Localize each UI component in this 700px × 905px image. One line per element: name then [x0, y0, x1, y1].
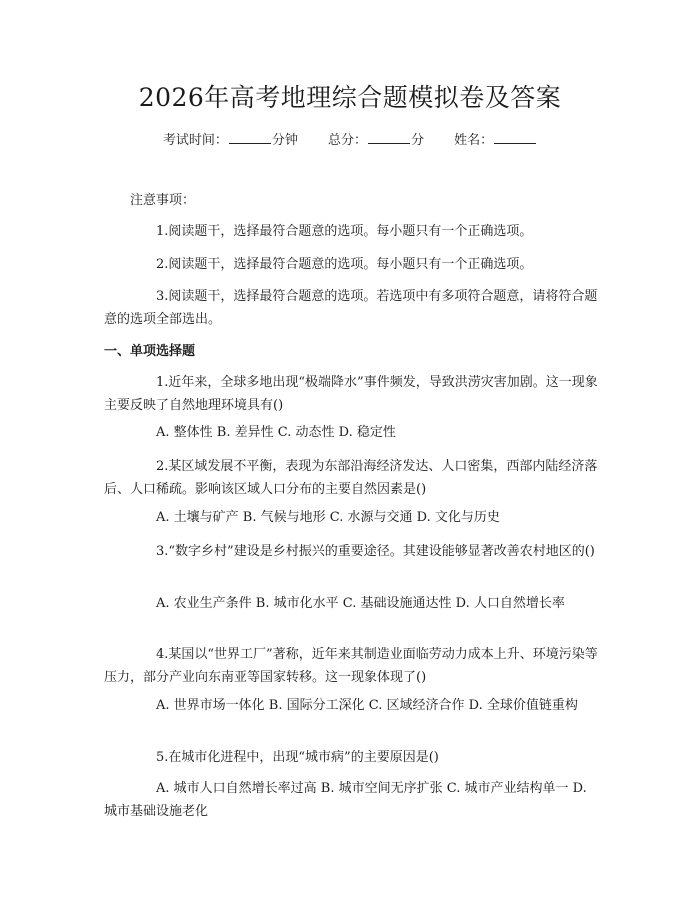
- question-text: 某国以“世界工厂”著称，近年来其制造业面临劳动力成本上升、环境污染等压力，部分产业向东南亚等国家转移。这一现象体现了(): [104, 647, 598, 685]
- exam-time-label: 考试时间：: [162, 133, 228, 148]
- question-text: 在城市化进程中，出现“城市病”的主要原因是(): [168, 750, 439, 765]
- notice-item-number: 1.: [156, 224, 169, 239]
- exam-time-blank: [229, 131, 271, 144]
- student-name-label: 姓名：: [454, 133, 494, 148]
- notice-item: [104, 220, 598, 243]
- total-score-blank: [368, 131, 410, 144]
- notice-item-text: 阅读题干，选择最符合题意的选项。若选项中有多项符合题意，请将符合题意的选项全部选出。: [104, 289, 598, 327]
- student-name-field: [454, 131, 537, 150]
- question-number: 2.: [156, 459, 169, 474]
- question-stem: [104, 643, 598, 689]
- question-options: A. 土壤与矿产 B. 气候与地形 C. 水源与交通 D. 文化与历史: [156, 510, 500, 525]
- page-title: 2026年高考地理综合题模拟卷及答案: [138, 83, 562, 112]
- total-score-field: [328, 131, 424, 150]
- question-number: 5.: [156, 750, 169, 765]
- exam-info-line: [0, 131, 700, 150]
- total-score-unit: 分: [411, 133, 425, 148]
- notice-item-number: 2.: [156, 257, 169, 272]
- question-options: A. 农业生产条件 B. 城市化水平 C. 基础设施通达性 D. 人口自然增长率: [156, 596, 565, 611]
- question-stem: [104, 540, 598, 563]
- exam-time-unit: 分钟: [271, 133, 298, 148]
- question-options: A. 世界市场一体化 B. 国际分工深化 C. 区域经济合作 D. 全球价值链重构: [156, 698, 578, 713]
- student-name-blank: [494, 131, 536, 144]
- question-options: A. 整体性 B. 差异性 C. 动态性 D. 稳定性: [156, 425, 396, 440]
- section-heading: 一、单项选择题: [104, 344, 196, 359]
- question-number: 1.: [156, 375, 169, 390]
- notice-item-text: 阅读题干，选择最符合题意的选项。每小题只有一个正确选项。: [168, 224, 533, 239]
- question-text: 某区域发展不平衡，表现为东部沿海经济发达、人口密集，西部内陆经济落后、人口稀疏。影响该区域人口分布的主要自然因素是(): [104, 459, 598, 497]
- question-number: 4.: [156, 647, 169, 662]
- notice-item-number: 3.: [156, 289, 169, 304]
- question-stem: [104, 371, 598, 417]
- question-stem: [104, 746, 598, 769]
- total-score-label: 总分：: [327, 133, 367, 148]
- question-text: “数字乡村”建设是乡村振兴的重要途径。其建设能够显著改善农村地区的(): [168, 544, 595, 559]
- question-options: A. 城市人口自然增长率过高 B. 城市空间无序扩张 C. 城市产业结构单一 D. 城市基础设施老化: [104, 781, 587, 819]
- notice-item: [104, 285, 598, 331]
- notice-item: [104, 253, 598, 276]
- question-text: 近年来，全球多地出现“极端降水”事件频发，导致洪涝灾害加剧。这一现象主要反映了自然地理环境具有(): [104, 375, 598, 413]
- notice-heading: 注意事项：: [130, 193, 196, 208]
- notice-item-text: 阅读题干，选择最符合题意的选项。每小题只有一个正确选项。: [168, 257, 533, 272]
- question-stem: [104, 455, 598, 501]
- exam-time-field: [163, 131, 298, 150]
- question-number: 3.: [156, 544, 169, 559]
